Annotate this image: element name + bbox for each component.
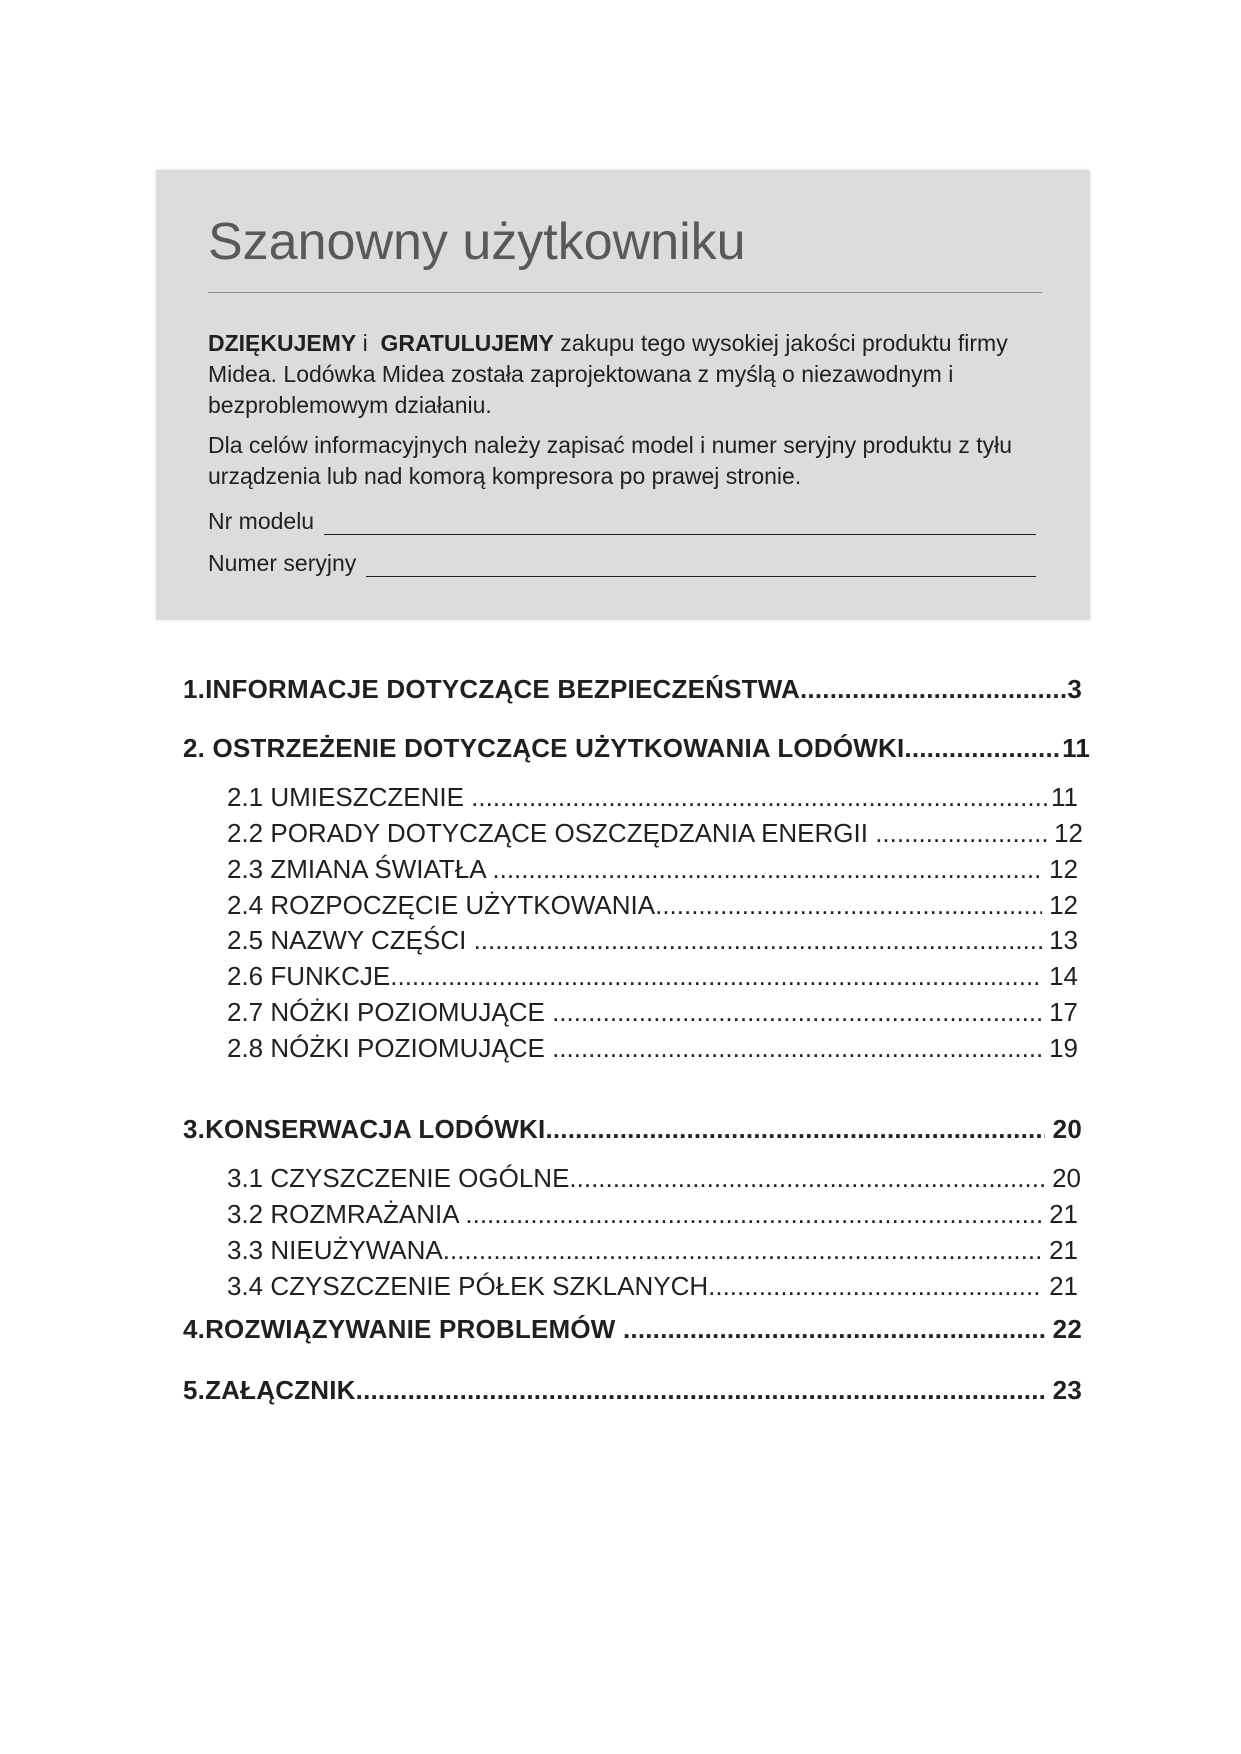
thank-you-paragraph bbox=[208, 328, 1048, 421]
toc-title: 3.3 NIEUŻYWANA bbox=[227, 1235, 443, 1265]
toc-title: 2.2 PORADY DOTYCZĄCE OSZCZĘDZANIA ENERGII bbox=[227, 818, 876, 848]
congrats-word: GRATULUJEMY bbox=[380, 330, 554, 356]
toc-page: 3 bbox=[1067, 674, 1082, 704]
toc-leader bbox=[708, 1271, 1042, 1302]
toc-title: 4.ROZWIĄZYWANIE PROBLEMÓW bbox=[183, 1314, 623, 1344]
title-divider bbox=[208, 292, 1042, 293]
toc-title: 1.INFORMACJE DOTYCZĄCE BEZPIECZEŃSTWA bbox=[183, 674, 800, 704]
serial-number-label: Numer seryjny bbox=[208, 550, 357, 576]
intro-title: Szanowny użytkowniku bbox=[208, 213, 746, 271]
toc-entry-2-6[interactable] bbox=[227, 961, 1078, 992]
thanks-word: DZIĘKUJEMY bbox=[208, 330, 357, 356]
toc-title: 2.5 NAZWY CZĘŚCI bbox=[227, 925, 474, 955]
toc-leader bbox=[655, 890, 1042, 921]
toc-leader bbox=[800, 674, 1067, 705]
toc-title: 3.4 CZYSZCZENIE PÓŁEK SZKLANYCH bbox=[227, 1271, 709, 1301]
toc-entry-2-5[interactable] bbox=[227, 925, 1078, 956]
toc-leader bbox=[545, 1114, 1045, 1145]
toc-page: 17 bbox=[1041, 997, 1078, 1027]
intro-box bbox=[156, 170, 1090, 620]
toc-entry-2-1[interactable] bbox=[227, 782, 1078, 813]
toc-page: 21 bbox=[1041, 1271, 1078, 1301]
toc-title: 3.2 ROZMRAŻANIA bbox=[227, 1199, 466, 1229]
toc-page: 14 bbox=[1041, 961, 1078, 991]
connector-word: i bbox=[356, 330, 381, 356]
toc-page: 12 bbox=[1041, 890, 1078, 920]
toc-entry-3-1[interactable] bbox=[227, 1163, 1081, 1194]
toc-title: 2.4 ROZPOCZĘCIE UŻYTKOWANIA bbox=[227, 890, 656, 920]
model-number-line[interactable] bbox=[324, 508, 1036, 535]
model-number-label: Nr modelu bbox=[208, 508, 315, 534]
toc-leader bbox=[552, 997, 1042, 1028]
toc-title: 2.3 ZMIANA ŚWIATŁA bbox=[227, 854, 493, 884]
toc-page: 19 bbox=[1041, 1033, 1078, 1063]
toc-page: 22 bbox=[1045, 1314, 1082, 1344]
toc-leader bbox=[492, 854, 1041, 885]
model-number-field[interactable] bbox=[208, 504, 1036, 535]
toc-page: 20 bbox=[1044, 1163, 1081, 1193]
thank-you-text: zakupu tego wysokiej jakości produktu firmy Midea. Lodówka Midea została zaprojektowana z myślą o niezawodnym i bezproblemowym działaniu. bbox=[208, 330, 1008, 418]
toc-title: 3.1 CZYSZCZENIE OGÓLNE bbox=[227, 1163, 570, 1193]
toc-title: 2.7 NÓŻKI POZIOMUJĄCE bbox=[227, 997, 553, 1027]
toc-leader bbox=[875, 818, 1047, 849]
toc-leader bbox=[904, 733, 1062, 764]
toc-leader bbox=[623, 1314, 1045, 1345]
toc-entry-3-2[interactable] bbox=[227, 1199, 1078, 1230]
toc-title: 2. OSTRZEŻENIE DOTYCZĄCE UŻYTKOWANIA LODÓWKI bbox=[183, 733, 905, 763]
toc-entry-5[interactable] bbox=[183, 1375, 1082, 1406]
toc-entry-3-3[interactable] bbox=[227, 1235, 1078, 1266]
toc-leader bbox=[443, 1235, 1042, 1266]
toc-leader bbox=[356, 1375, 1046, 1406]
toc-title: 2.6 FUNKCJE bbox=[227, 961, 391, 991]
toc-leader bbox=[390, 961, 1042, 992]
toc-entry-2-4[interactable] bbox=[227, 890, 1078, 921]
toc-page: 13 bbox=[1041, 925, 1078, 955]
toc-title: 3.KONSERWACJA LODÓWKI bbox=[183, 1114, 546, 1144]
toc-leader bbox=[465, 1199, 1041, 1230]
toc-page: 11 bbox=[1051, 782, 1078, 812]
toc-page: 20 bbox=[1045, 1114, 1082, 1144]
toc-title: 5.ZAŁĄCZNIK bbox=[183, 1375, 356, 1405]
toc-page: 12 bbox=[1046, 818, 1083, 848]
toc-leader bbox=[569, 1163, 1044, 1194]
toc-entry-1[interactable] bbox=[183, 674, 1082, 705]
toc-entry-3-4[interactable] bbox=[227, 1271, 1078, 1302]
toc-page: 12 bbox=[1041, 854, 1078, 884]
toc-entry-2-2[interactable] bbox=[227, 818, 1083, 849]
toc-entry-4[interactable] bbox=[183, 1314, 1082, 1345]
info-paragraph: Dla celów informacyjnych należy zapisać model i numer seryjny produktu z tyłu urządzenia lub nad komorą kompresora po prawej stronie. bbox=[208, 432, 1013, 489]
toc-entry-3[interactable] bbox=[183, 1114, 1082, 1145]
toc-entry-2[interactable] bbox=[183, 733, 1090, 764]
serial-number-field[interactable] bbox=[208, 546, 1036, 577]
toc-entry-2-7[interactable] bbox=[227, 997, 1078, 1028]
toc-title: 2.1 UMIESZCZENIE bbox=[227, 782, 472, 812]
toc-leader bbox=[474, 925, 1042, 956]
toc-leader bbox=[552, 1033, 1042, 1064]
toc-page: 21 bbox=[1041, 1199, 1078, 1229]
toc-title: 2.8 NÓŻKI POZIOMUJĄCE bbox=[227, 1033, 553, 1063]
toc-entry-2-8[interactable] bbox=[227, 1033, 1078, 1064]
serial-number-line[interactable] bbox=[366, 550, 1036, 577]
toc-page: 11 bbox=[1062, 733, 1090, 763]
toc-entry-2-3[interactable] bbox=[227, 854, 1078, 885]
toc-page: 21 bbox=[1041, 1235, 1078, 1265]
toc-leader bbox=[471, 782, 1051, 813]
toc-page: 23 bbox=[1045, 1375, 1082, 1405]
